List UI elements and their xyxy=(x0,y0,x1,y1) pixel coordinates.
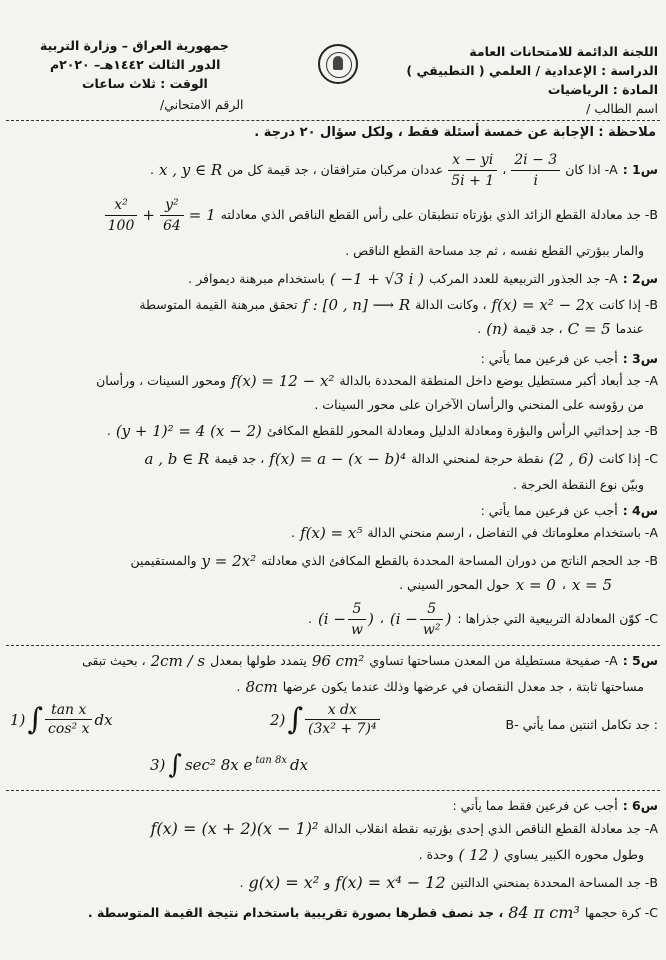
header-round: الدور الثالث ١٤٤٢هـ– ٢٠٢٠م xyxy=(50,57,221,72)
q4-a-line: A- باستخدام معلوماتك في التفاضل ، ارسم منحني الدالة f(x) = x⁵ . xyxy=(291,524,658,542)
exam-note: ملاحظة : الإجابة عن خمسة أسئلة فقط ، ولكل سؤال ٢٠ درجة . xyxy=(254,125,656,140)
q6-a-line: A- جد معادلة القطع الناقص الذي إحدى بؤرتيه نقطة انقلاب الدالة f(x) = (x + 2)(x − 1)² xyxy=(150,819,658,838)
header-exam-number: الرقم الامتحاني/ xyxy=(160,97,244,112)
header-committee: اللجنة الدائمة للامتحانات العامة xyxy=(469,44,658,59)
q3-intro-line: س3 : أجب عن فرعين مما يأتي : xyxy=(480,351,658,366)
integral-sign-icon: ∫ xyxy=(287,702,304,737)
q2-b-line: B- إذا كانت f(x) = x² − 2x ، وكانت الدالة f : [0 , n] ⟶ R تحقق مبرهنة القيمة المتوسطة xyxy=(139,296,658,314)
q6-c-line: C- كرة حجمها 84 π cm³ ، جد نصف قطرها بصورة تقريبية باستخدام نتيجة القيمة المتوسطة . xyxy=(87,903,658,922)
header-subject: المادة : الرياضيات xyxy=(547,82,658,97)
q3-a-line: A- جد أبعاد أكبر مستطيل يوضع داخل المنطقة المحددة بالدالة f(x) = 12 − x² ومحور السينات ، ورأسان xyxy=(96,372,658,390)
q2-b-line2: عندما C = 5 ، جد قيمة (n) . xyxy=(477,320,644,338)
header-republic: جمهورية العراق – وزارة التربية xyxy=(40,38,229,53)
q1-b-line2: والمار ببؤرتي القطع نفسه ، ثم جد مساحة القطع الناقص . xyxy=(345,243,644,258)
q4-b-line: B- جد الحجم الناتج من دوران المساحة المحددة بالقطع المكافئ الذي معادلته y = 2x² والمستقيمين xyxy=(130,552,658,570)
q5-integral-1: 1) ∫ $\frac{\text{tan x}}{\text{cos² x}}$ dx xyxy=(10,702,113,737)
q5-divider xyxy=(6,790,660,791)
q1-b-text: B- جد معادلة القطع الزائد الذي بؤرتاه تنطبقان على رأس القطع الناقص الذي معادلته xyxy=(220,207,658,222)
q6-a-line2: وطول محوره الكبير يساوي ( 12 ) وحدة . xyxy=(418,846,644,864)
q1-a-text: عددان مركبان مترافقان ، جد قيمة كل من xyxy=(227,162,444,177)
q1-a-frac2: $\frac{x - yi}{1 + 5i}$ xyxy=(448,151,497,190)
header-student-name: اسم الطالب / xyxy=(586,101,658,116)
q2-a-line: س2 : A- جد الجذور التربيعية للعدد المركب ( −1 + √3 i ) باستخدام مبرهنة ديموافر . xyxy=(188,270,658,288)
q3-b-line: B- جد إحداثيي الرأس والبؤرة ومعادلة الدليل ومعادلة المحور للقطع المكافئ (y + 1)² = 4 (x − 2) . xyxy=(106,422,658,440)
q1-b-line: B- جد معادلة القطع الزائد الذي بؤرتاه تنطبقان على رأس القطع الناقص الذي معادلته = 1 $\frac{\text{y²}}{64}$ + $\frac{\text{x²}}{100}$ xyxy=(105,194,658,236)
q1-a-prefix: A- اذا كان xyxy=(565,162,618,177)
q4-c-root1: (i − $\frac{5}{\text{w²}}$ ) xyxy=(389,600,452,638)
header-time: الوقت : ثلاث ساعات xyxy=(82,76,208,91)
q1-a-line: س1 : A- اذا كان $\frac{3 - 2i}{i}$ ، $\frac{x - yi}{1 + 5i}$ عددان مركبان مترافقان ، جد قيمة كل من x , y ∈ R . xyxy=(149,151,658,189)
q4-c-root2: (i − $\frac{5}{w}$ ) xyxy=(317,600,374,638)
q6-label: س6 : xyxy=(622,798,658,813)
q1-label: س1 : xyxy=(622,162,658,177)
q4-intro-line: س4 : أجب عن فرعين مما يأتي : xyxy=(480,503,658,518)
q5-label: س5 : xyxy=(622,653,658,668)
q4-b-line2: x = 5 ، x = 0 حول المحور السيني . xyxy=(399,576,612,594)
q5-integral-2: 2) ∫ $\frac{\text{x dx}}{\text{(3x² + 7)⁴}}$ xyxy=(270,702,380,737)
q1-a-frac1: $\frac{3 - 2i}{i}$ xyxy=(511,151,560,190)
q6-intro-line: س6 : أجب عن فرعين فقط مما يأتي : xyxy=(452,798,658,813)
q3-a-line2: من رؤوسه على المنحني والرأسان الآخران على محور السينات . xyxy=(314,397,644,412)
q4-c-line: C- كوّن المعادلة التربيعية التي جذراها : (i − $\frac{5}{\text{w²}}$ ) ، (i − $\frac{5}{w}$ ) . xyxy=(307,600,658,638)
ministry-seal-icon xyxy=(318,44,358,84)
q5-a-line: س5 : A- صفيحة مستطيلة من المعدن مساحتها تساوي 96 cm² يتمدد طولها بمعدل 2cm / s ، بحيث تبقى xyxy=(82,652,658,670)
q2-label: س2 : xyxy=(622,271,658,286)
q1-a-math: x , y ∈ R xyxy=(158,161,223,179)
q6-b-line: B- جد المساحة المحددة بمنحني الدالتين f(x) = x⁴ − 12 و g(x) = x² . xyxy=(239,873,658,892)
integral-sign-icon: ∫ xyxy=(27,702,44,737)
integral-sign-icon: ∫ xyxy=(168,750,182,780)
q4-divider xyxy=(6,645,660,646)
q3-c-line2: وبيّن نوع النقطة الحرجة . xyxy=(512,477,644,492)
q3-c-line: C- إذا كانت (2 , 6) نقطة حرجة لمنحني الدالة f(x) = a − (x − b)⁴ ، جد قيمة a , b ∈ R xyxy=(144,450,658,468)
q1-b-frac2: $\frac{\text{y²}}{64}$ xyxy=(160,196,184,235)
q1-b-frac1: $\frac{\text{x²}}{100}$ xyxy=(105,196,138,235)
q3-label: س3 : xyxy=(622,351,658,366)
q5-b-text: B- جد تكامل اثنتين مما يأتي : xyxy=(505,717,658,732)
q4-label: س4 : xyxy=(622,503,658,518)
header-divider xyxy=(6,120,660,121)
q5-a-line2: مساحتها ثابتة ، جد معدل النقصان في عرضها وذلك عندما يكون عرضها 8cm . xyxy=(236,678,644,696)
q5-integral-3: 3) ∫ sec² 8x e $^{tan 8x}$ dx xyxy=(150,750,309,780)
header-study: الدراسة : الإعدادية / العلمي ( التطبيقي ) xyxy=(406,63,658,78)
